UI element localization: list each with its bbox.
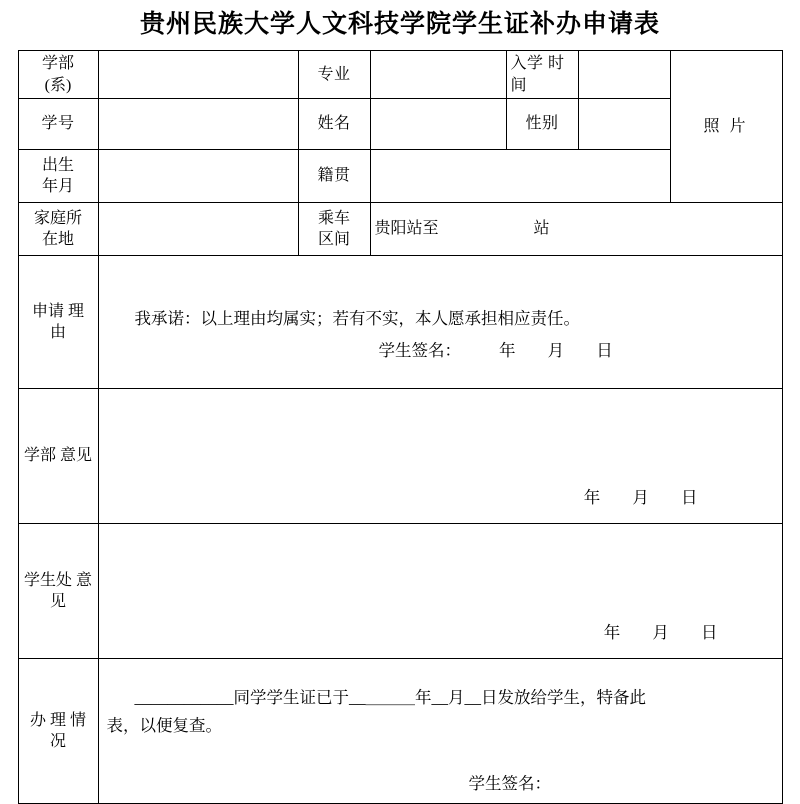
field-home-address[interactable] (98, 203, 298, 256)
label-gender: 性别 (506, 99, 578, 150)
label-department (18, 51, 98, 99)
table-row (18, 150, 782, 203)
label-student-office-opinion: 学生处 意 见 (18, 524, 98, 659)
field-gender[interactable] (578, 99, 670, 150)
field-birth-date[interactable] (98, 150, 298, 203)
handling-text-line2: 表，以便复查。 (106, 716, 222, 736)
label-native-place: 籍贯 (298, 150, 370, 203)
label-ride-section-line1: 乘车 (317, 209, 350, 227)
label-home-address-line1: 家庭所 (33, 209, 82, 227)
field-name[interactable] (370, 99, 506, 150)
ride-to-text: 站 (533, 220, 550, 238)
reason-statement: 我承诺：以上理由均属实；若有不实，本人愿承担相应责任。 (134, 309, 580, 329)
table-row (18, 99, 782, 150)
label-ride-section-line2: 区间 (317, 231, 350, 249)
table-row (18, 256, 782, 389)
department-opinion-date-tokens: 年 月 日 (583, 487, 712, 507)
field-department[interactable] (98, 51, 298, 99)
field-native-place[interactable] (370, 150, 670, 203)
field-enrollment-time[interactable] (578, 51, 670, 99)
handling-signature-label: 学生签名： (468, 774, 551, 794)
application-form-table (18, 50, 783, 804)
label-department-opinion: 学部 意见 (18, 389, 98, 524)
table-row (18, 524, 782, 659)
label-handling-situation: 办 理 情 况 (18, 659, 98, 804)
label-department-line1: 学部 (41, 55, 74, 72)
table-row (18, 389, 782, 524)
field-application-reason[interactable] (98, 256, 782, 389)
student-signature-label: 学生签名： (378, 341, 461, 361)
label-birth-date (18, 150, 98, 203)
student-office-date-tokens: 年 月 日 (603, 622, 732, 642)
field-handling-situation[interactable] (98, 659, 782, 804)
field-student-office-opinion[interactable] (98, 524, 782, 659)
photo-box: 照 片 (670, 51, 782, 203)
label-ride-section (298, 203, 370, 256)
table-row (18, 659, 782, 804)
label-home-address (18, 203, 98, 256)
field-department-opinion[interactable] (98, 389, 782, 524)
label-name: 姓名 (298, 99, 370, 150)
label-enrollment-time: 入学 时间 (506, 51, 578, 99)
label-student-id: 学号 (18, 99, 98, 150)
label-birth-date-line2: 年月 (41, 178, 74, 196)
ride-from-text: 贵阳站至 (374, 220, 439, 238)
reason-date-tokens: 年 月 日 (499, 341, 627, 361)
handling-text-line1: ____________同学学生证已于__＿＿＿年__月__日发放给学生，特备此 (134, 688, 646, 708)
table-row (18, 51, 782, 99)
label-major: 专业 (298, 51, 370, 99)
label-department-line2: (系) (44, 76, 72, 94)
reason-signature-line (379, 340, 627, 362)
label-birth-date-line1: 出生 (41, 156, 74, 174)
table-row (18, 203, 782, 256)
page-title: 贵州民族大学人文科技学院学生证补办申请表 (139, 11, 660, 38)
label-home-address-line2: 在地 (41, 231, 74, 249)
field-major[interactable] (370, 51, 506, 99)
label-application-reason: 申请 理 由 (18, 256, 98, 389)
field-ride-section[interactable] (370, 203, 782, 256)
field-student-id[interactable] (98, 99, 298, 150)
